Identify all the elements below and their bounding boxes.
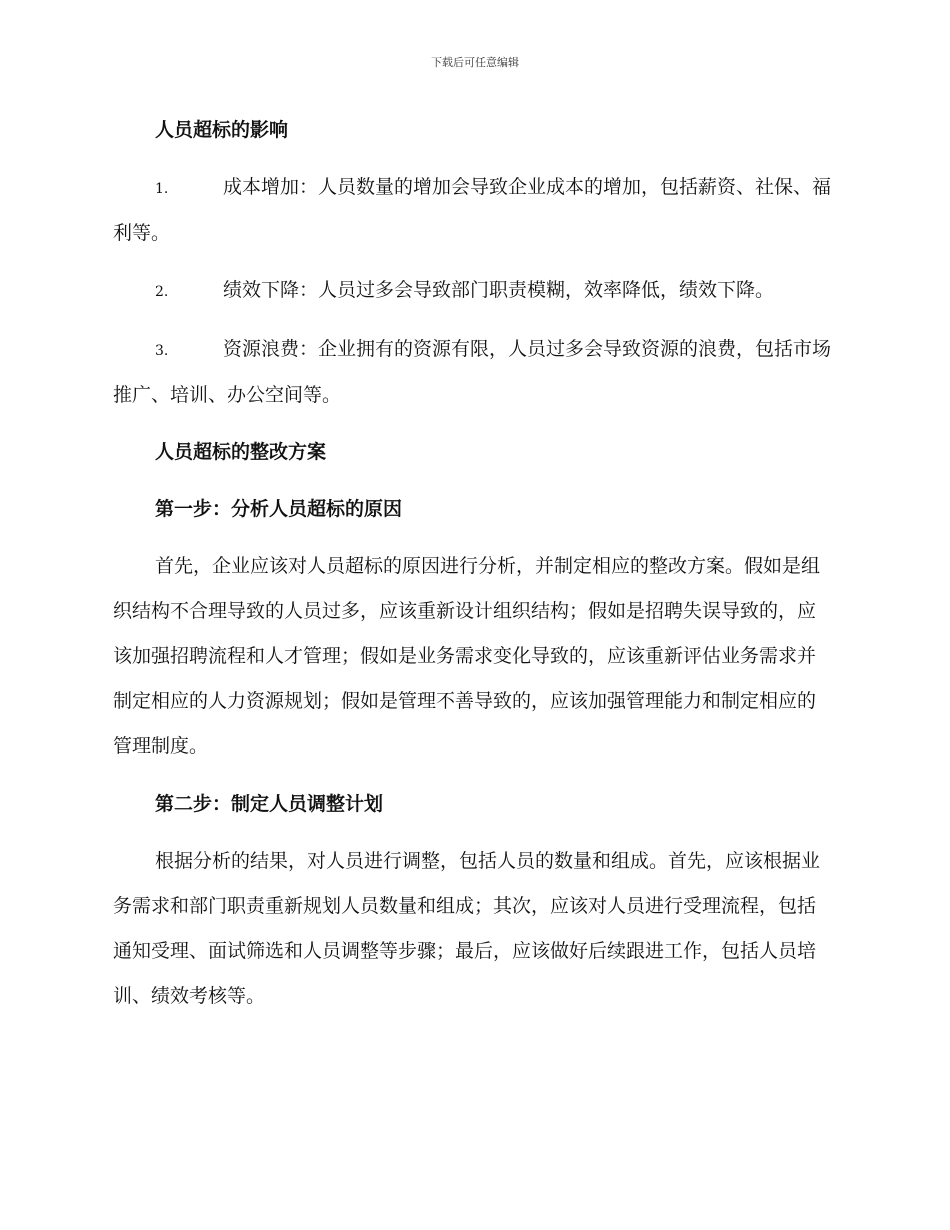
list-item-3 bbox=[113, 327, 833, 417]
list-item-text: 成本增加：人员数量的增加会导致企业成本的增加，包括薪资、社保、福利等。 bbox=[113, 176, 832, 244]
step1-paragraph: 首先，企业应该对人员超标的原因进行分析，并制定相应的整改方案。假如是组织结构不合理导致的人员过多，应该重新设计组织结构；假如是招聘失误导致的，应该加强招聘流程和人才管理；假如是业务需求变化导致的，应该重新评估业务需求并制定相应的人力资源规划；假如是管理不善导致的，应该加强管理能力和制定相应的管理制度。 bbox=[113, 555, 821, 757]
document-body bbox=[113, 108, 833, 1032]
list-item-1 bbox=[113, 165, 833, 255]
list-number: 3. bbox=[155, 343, 169, 359]
step2-paragraph: 根据分析的结果，对人员进行调整，包括人员的数量和组成。首先，应该根据业务需求和部门职责重新规划人员数量和组成；其次，应该对人员进行受理流程，包括通知受理、面试筛选和人员调整等步骤；最后，应该做好后续跟进工作，包括人员培训、绩效考核等。 bbox=[113, 850, 821, 1007]
list-item-text: 资源浪费：企业拥有的资源有限，人员过多会导致资源的浪费，包括市场推广、培训、办公空间等。 bbox=[113, 338, 832, 406]
list-item-2 bbox=[113, 268, 833, 314]
section-heading-plan: 人员超标的整改方案 bbox=[155, 441, 327, 463]
list-number: 1. bbox=[155, 181, 169, 197]
list-item-text: 绩效下降：人员过多会导致部门职责模糊，效率降低，绩效下降。 bbox=[223, 279, 775, 301]
step1-heading: 第一步：分析人员超标的原因 bbox=[155, 498, 403, 520]
list-number: 2. bbox=[155, 284, 169, 300]
step2-heading: 第二步：制定人员调整计划 bbox=[155, 793, 384, 815]
section-heading-impact: 人员超标的影响 bbox=[155, 119, 289, 141]
page-header-note: 下载后可任意编辑 bbox=[431, 56, 519, 69]
